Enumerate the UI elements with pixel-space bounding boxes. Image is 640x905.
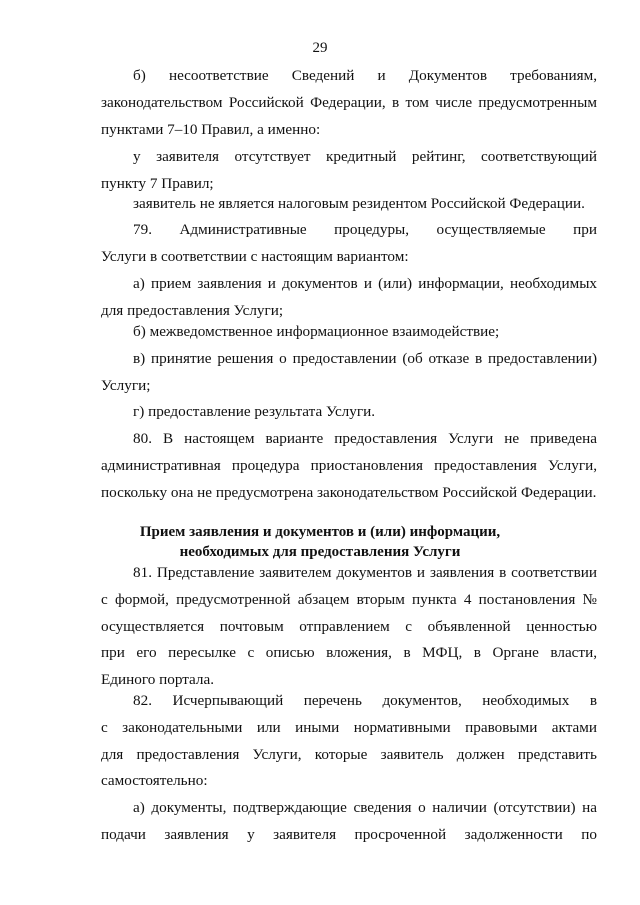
text-line: б) межведомственное информационное взаимодействие; [133, 323, 500, 340]
text-line: у заявителя отсутствует кредитный рейтинг, соответствующий [133, 148, 597, 165]
text-line: Услуги в соответствии с настоящим вариантом: [101, 248, 409, 265]
text-line: 80. В настоящем варианте предоставления Услуги не приведена [133, 430, 597, 447]
text-line: б) несоответствие Сведений и Документов требованиям, [133, 67, 597, 84]
text-line: при его пересылке с описью вложения, в МФЦ, в Органе власти, [101, 644, 597, 661]
text-line: а) документы, подтверждающие сведения о наличии (отсутствии) на [133, 799, 597, 816]
text-line: поскольку она не предусмотрена законодательством Российской Федерации. [101, 484, 597, 501]
page-number: 29 [312, 40, 328, 56]
section-heading-line-2: необходимых для предоставления Услуги [179, 544, 461, 560]
text-line: самостоятельно: [101, 772, 208, 789]
text-line: в) принятие решения о предоставлении (об отказе в предоставлении) [133, 350, 597, 367]
text-line: для предоставления Услуги; [101, 302, 284, 319]
text-line: пункту 7 Правил; [101, 175, 214, 192]
section-heading-line-1: Прием заявления и документов и (или) информации, [139, 524, 501, 540]
text-line: законодательством Российской Федерации, в том числе предусмотренным [101, 94, 597, 111]
text-line: с законодательными или иными нормативными правовыми актами [101, 719, 597, 736]
text-line: 81. Представление заявителем документов и заявления в соответствии [133, 564, 597, 581]
text-line: а) прием заявления и документов и (или) информации, необходимых [133, 275, 597, 292]
text-line: 82. Исчерпывающий перечень документов, необходимых в [133, 692, 597, 709]
text-line: г) предоставление результата Услуги. [133, 403, 376, 420]
text-line: заявитель не является налоговым резидентом Российской Федерации. [133, 195, 585, 212]
text-line: Единого портала. [101, 671, 215, 688]
text-line: для предоставления Услуги, которые заявитель должен представить [101, 746, 597, 763]
text-line: осуществляется почтовым отправлением с объявленной ценностью [101, 618, 597, 635]
text-line: Услуги; [101, 377, 151, 394]
text-line: административная процедура приостановления предоставления Услуги, [101, 457, 597, 474]
text-line: подачи заявления у заявителя просроченной задолженности по [101, 826, 597, 843]
text-line: пунктами 7–10 Правил, а именно: [101, 121, 321, 138]
text-line: с формой, предусмотренной абзацем вторым пункта 4 постановления № [101, 591, 597, 608]
text-line: 79. Административные процедуры, осуществляемые при [133, 221, 597, 238]
